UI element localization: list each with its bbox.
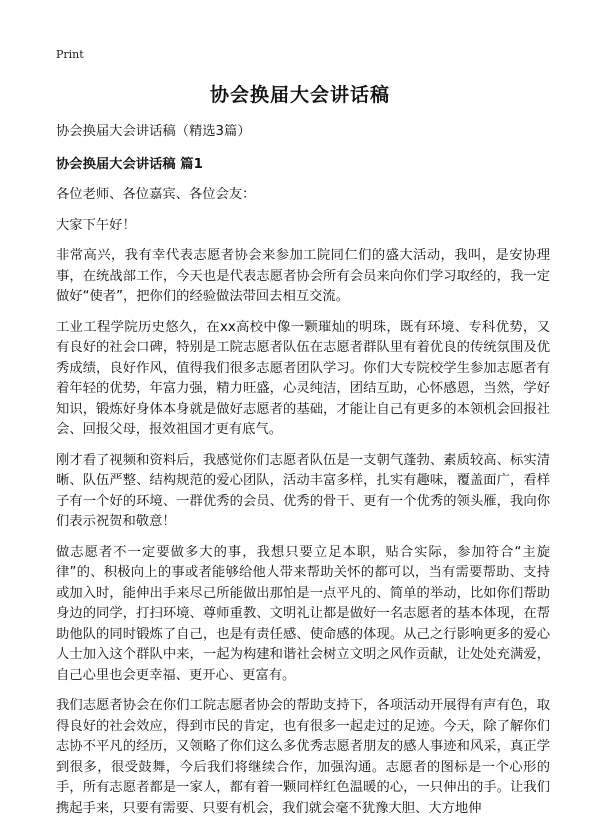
section-heading: 协会换届大会讲话稿 篇1 <box>56 156 203 172</box>
paragraph-5: 我们志愿者协会在你们工院志愿者协会的帮助支持下，各项活动开展得有声有色，取得良好的社会效应，得到市民的肯定，也有很多一起走过的足迹。今天，除了解你们志协不平凡的经历，又领略了你们这么多优秀志愿者朋友的感人事迹和风采，真正学到很多，很受鼓舞，今后我们将继续合作，加强沟通。志愿者的图标是一个心形的手，所有志愿者都是一家人，都有着一颗同样红色温暖的心，一只伸出的手。让我们携起手来，只要有需要、只要有机会，我们就会毫不犹豫大胆、大方地伸 <box>56 698 550 816</box>
paragraph-1: 非常高兴，我有幸代表志愿者协会来参加工院同仁们的盛大活动，我叫，是安协理事，在统战部工作，今天也是代表志愿者协会所有会员来向你们学习取经的，我一定做好“使者”，把你们的经验做法带回去相互交流。 <box>56 248 550 304</box>
salutation: 各位老师、各位嘉宾、各位会友： <box>56 187 256 202</box>
paragraph-4: 做志愿者不一定要做多大的事，我想只要立足本职，贴合实际，参加符合“主旋律”的、积极向上的事或者能够给他人带来帮助关怀的都可以，当有需要帮助、支持或加入时，能伸出手来尽己所能做出那怕是一点平凡的、简单的举动，比如你们帮助身边的同学，打扫环境、尊师重教、文明礼让都是做好一名志愿者的基本体现，在帮助他队的同时锻炼了自己，也是有责任感、使命感的体现。从己之行影响更多的爱心人士加入这个群队中来，一起为构建和谐社会树立文明之风作贡献，让处处充满爱，自己心里也会更幸福、更开心、更富有。 <box>56 544 550 683</box>
paragraph-2: 工业工程学院历史悠久，在xx高校中像一颗璀灿的明珠，既有环境、专科优势，又有良好的社会口碑，特别是工院志愿者队伍在志愿者群队里有着优良的传统氛围及优秀成绩，良好作风，值得我们很多志愿者团队学习。你们大专院校学生参加志愿者有着年轻的优势，年富力强，精力旺盛，心灵纯洁，团结互助，心怀感恩，当然，学好知识，锻炼好身体本身就是做好志愿者的基础，才能让自己有更多的本领机会回报社会、回报父母，报效祖国才更有底气。 <box>56 319 550 437</box>
paragraph-3: 刚才看了视频和资料后，我感觉你们志愿者队伍是一支朝气蓬勃、素质较高、标实清晰、队伍严整、结构规范的爱心团队，活动丰富多样，扎实有趣味，覆盖面广，看样子有一个好的环境、一群优秀的会员、优秀的骨干、更有一个优秀的领头雁，我向你们表示祝贺和敬意！ <box>56 452 550 529</box>
document-title: 协会换届大会讲话稿 <box>209 84 390 106</box>
greeting: 大家下午好！ <box>56 217 136 233</box>
document-body <box>56 122 550 829</box>
document-subtitle: 协会换届大会讲话稿（精选3篇） <box>56 124 251 139</box>
print-link[interactable]: Print <box>56 48 84 61</box>
